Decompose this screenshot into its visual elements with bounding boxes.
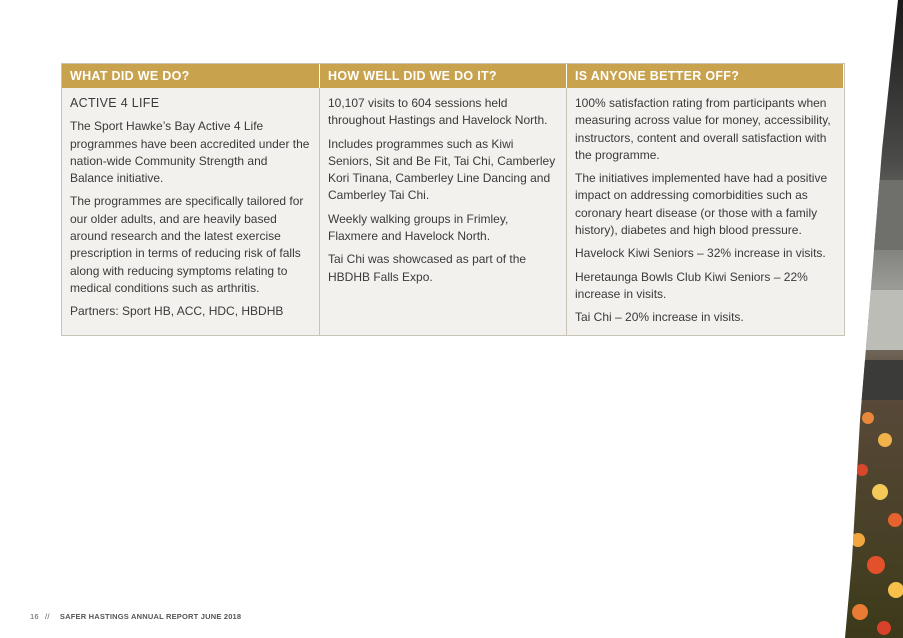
better-paragraph: Heretaunga Bowls Club Kiwi Seniors – 22% increase in visits. — [575, 269, 808, 301]
partners-text: Partners: Sport HB, ACC, HDC, HBDHB — [70, 304, 284, 319]
how-paragraph: Tai Chi was showcased as part of the HBDHB Falls Expo. — [328, 252, 527, 284]
how-paragraph: Includes programmes such as Kiwi Seniors, Sit and Be Fit, Tai Chi, Camberley Kori Tinana, Camberley Line Dancing and Camberley Tai Chi. — [328, 136, 556, 203]
header-what: WHAT DID WE DO? — [62, 64, 320, 88]
flower-photo — [840, 0, 903, 638]
how-paragraph: 10,107 visits to 604 sessions held throughout Hastings and Havelock North. — [328, 96, 548, 128]
better-paragraph: Tai Chi – 20% increase in visits. — [575, 310, 744, 325]
header-how: HOW WELL DID WE DO IT? — [320, 64, 567, 88]
what-paragraph: The Sport Hawke’s Bay Active 4 Life programmes have been accredited under the nation-wide Community Strength and Balance initiative. — [70, 119, 310, 186]
page-footer — [30, 612, 241, 621]
report-table — [61, 63, 845, 336]
header-better: IS ANYONE BETTER OFF? — [567, 64, 844, 88]
better-paragraph: The initiatives implemented have had a positive impact on addressing comorbidities such as coronary heart disease (or those with a family history), diabetes and high blood pressure. — [575, 171, 828, 238]
how-paragraph: Weekly walking groups in Frimley, Flaxmere and Havelock North. — [328, 211, 509, 244]
how-cell — [320, 88, 567, 335]
what-cell — [62, 88, 320, 335]
footer-separator: // — [45, 612, 50, 621]
better-paragraph: 100% satisfaction rating from participants when measuring across value for money, accessibility, instructors, content and overall satisfaction with the programme. — [575, 96, 831, 162]
better-paragraph: Havelock Kiwi Seniors – 32% increase in visits. — [575, 246, 826, 261]
page-number: 16 — [30, 612, 39, 621]
what-paragraph: The programmes are specifically tailored for our older adults, and are heavily based around research and the latest exercise prescription in terms of reducing risk of falls along with reducing symptoms relating to medical conditions such as arthritis. — [70, 194, 304, 295]
report-title: SAFER HASTINGS ANNUAL REPORT JUNE 2018 — [59, 612, 242, 621]
better-cell — [567, 88, 844, 335]
program-title: ACTIVE 4 LIFE — [70, 96, 160, 110]
